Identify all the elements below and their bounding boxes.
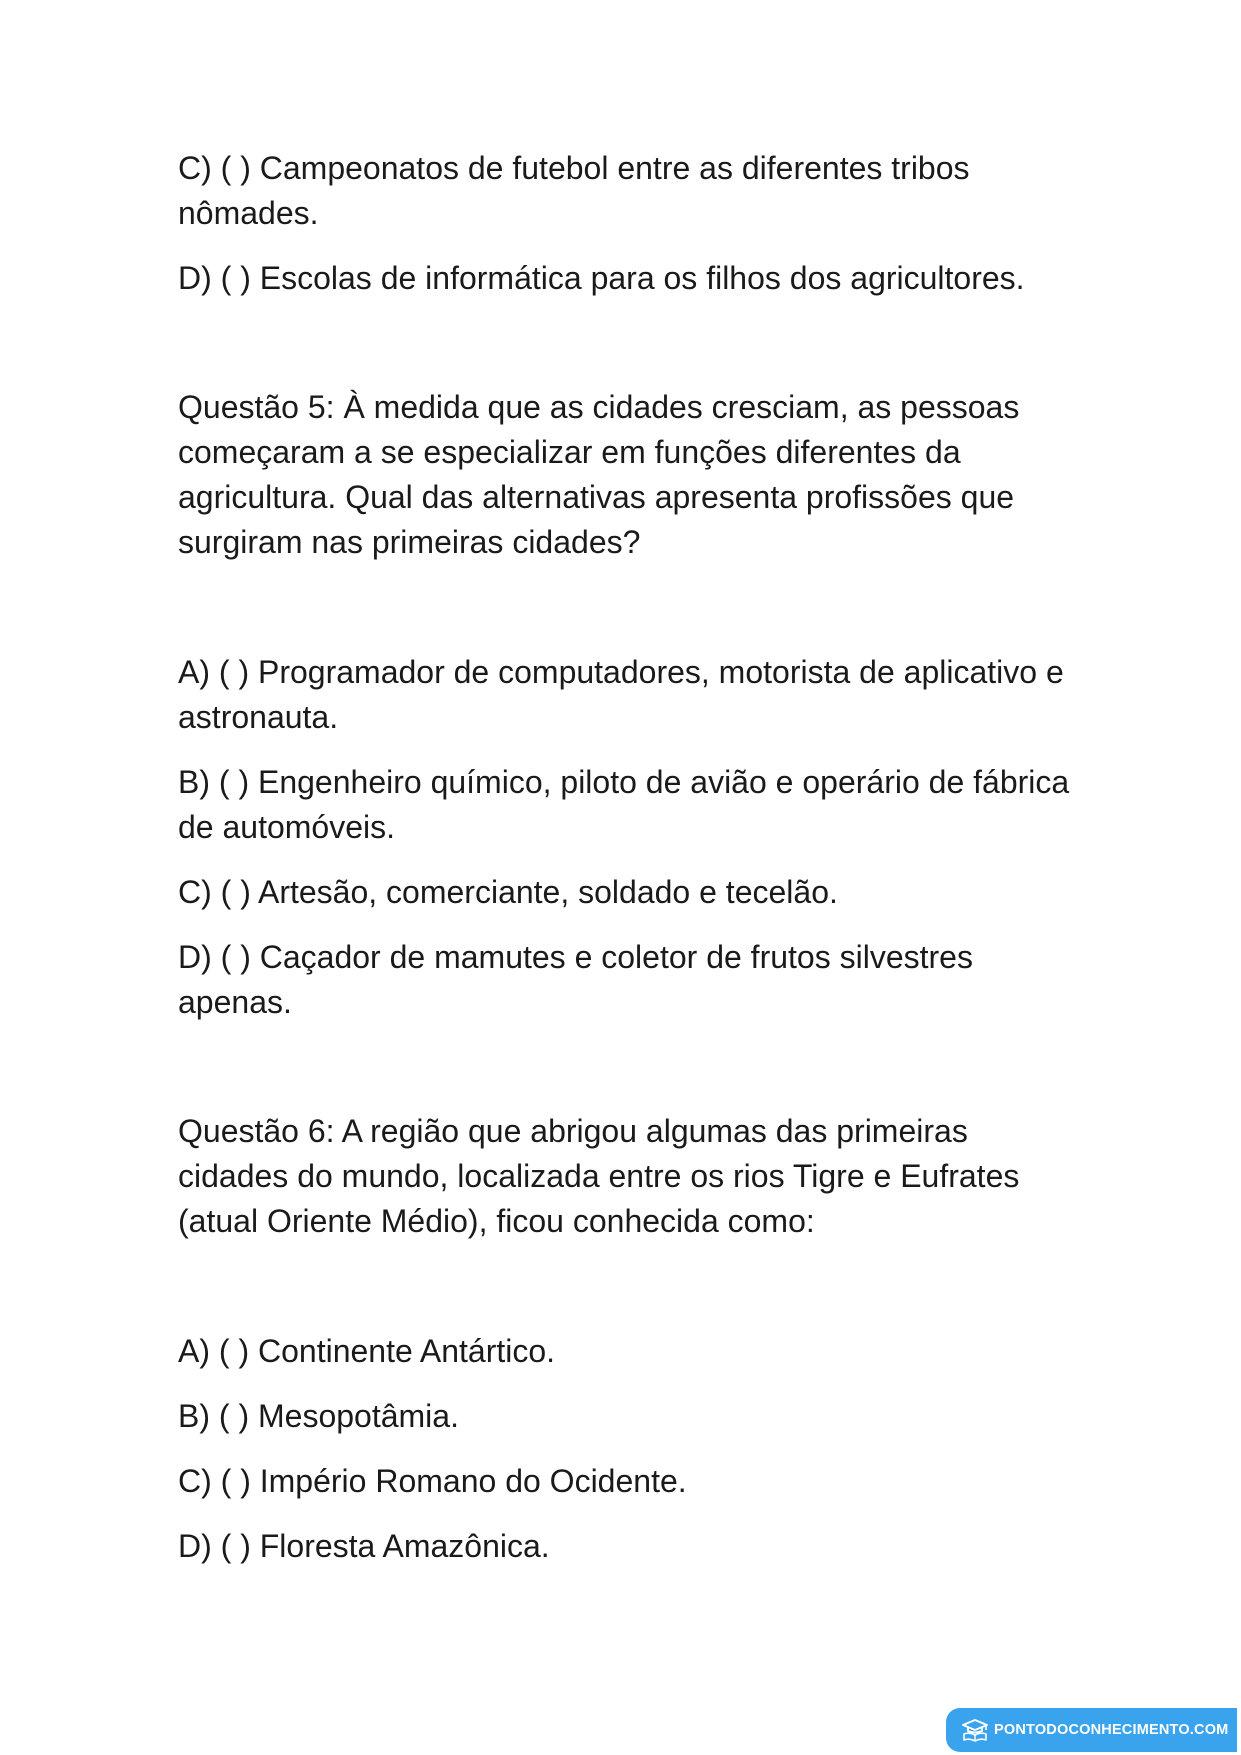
q5-option-d: D) ( ) Caçador de mamutes e coletor de frutos silvestres apenas.	[178, 939, 973, 1020]
q6-option-a: A) ( ) Continente Antártico.	[178, 1333, 556, 1369]
q6-option-d: D) ( ) Floresta Amazônica.	[178, 1528, 550, 1564]
q5-option-b: B) ( ) Engenheiro químico, piloto de avião e operário de fábrica de automóveis.	[178, 764, 1070, 845]
question-6: Questão 6: A região que abrigou algumas das primeiras cidades do mundo, localizada entre os rios Tigre e Eufrates (atual Oriente Médio), ficou conhecida como:	[178, 1113, 1020, 1239]
watermark-badge[interactable]	[946, 1708, 1237, 1752]
watermark-text: PONTODOCONHECIMENTO.COM	[994, 1722, 1229, 1738]
q5-option-a: A) ( ) Programador de computadores, motorista de aplicativo e astronauta.	[178, 654, 1064, 735]
q4-option-d: D) ( ) Escolas de informática para os filhos dos agricultores.	[178, 260, 1025, 296]
q4-option-c: C) ( ) Campeonatos de futebol entre as diferentes tribos nômades.	[178, 150, 970, 231]
document-body	[178, 146, 1078, 1589]
question-5: Questão 5: À medida que as cidades cresciam, as pessoas começaram a se especializar em funções diferentes da agricultura. Qual das alternativas apresenta profissões que surgiram nas primeiras cidades?	[178, 389, 1020, 560]
q6-option-c: C) ( ) Império Romano do Ocidente.	[178, 1463, 687, 1499]
q6-option-b: B) ( ) Mesopotâmia.	[178, 1398, 459, 1434]
graduation-cap-book-icon	[960, 1717, 990, 1743]
q5-option-c: C) ( ) Artesão, comerciante, soldado e tecelão.	[178, 874, 838, 910]
